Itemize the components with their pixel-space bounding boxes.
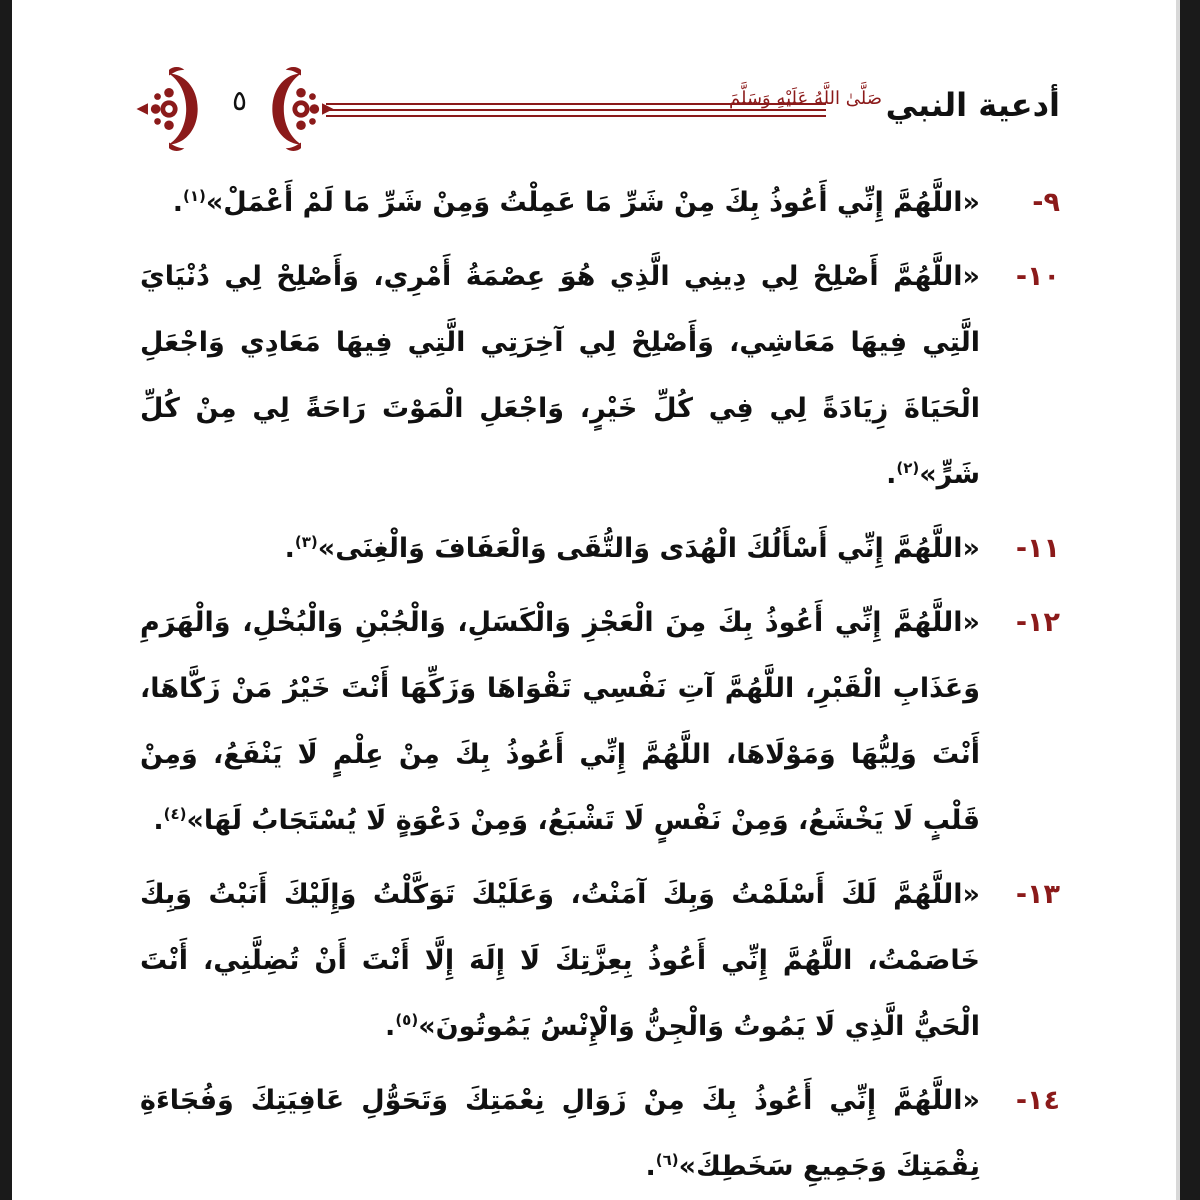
supplication-entry: ١٤- «اللَّهُمَّ إِنِّي أَعُوذُ بِكَ مِنْ زَوَالِ نِعْمَتِكَ وَتَحَوُّلِ عَافِيَتِكَ وَفُجَاءَةِ نِقْمَتِكَ وَجَمِيعِ سَخَطِكَ»$^{(٦)}$. — [140, 1068, 1060, 1200]
supplication-list — [140, 170, 1060, 1200]
supplication-entry: ٩- «اللَّهُمَّ إِنِّي أَعُوذُ بِكَ مِنْ شَرِّ مَا عَمِلْتُ وَمِنْ شَرِّ مَا لَمْ أَعْمَلْ»$^{(١)}$. — [140, 170, 1060, 236]
page-header — [130, 62, 1060, 162]
entry-text: «اللَّهُمَّ إِنِّي أَعُوذُ بِكَ مِنْ شَرِّ مَا عَمِلْتُ وَمِنْ شَرِّ مَا لَمْ أَعْمَلْ» — [205, 187, 980, 218]
entry-number: ١١- — [1015, 533, 1060, 564]
left-page-edge — [0, 0, 12, 1200]
floral-ornament-left-icon — [130, 66, 208, 152]
supplication-entry: ١١- «اللَّهُمَّ إِنِّي أَسْأَلُكَ الْهُدَى وَالتُّقَى وَالْعَفَافَ وَالْغِنَى»$^{(٣)}$. — [140, 516, 1060, 582]
footnote-marker: (٦) — [655, 1151, 679, 1169]
entry-text: «اللَّهُمَّ إِنِّي أَعُوذُ بِكَ مِنَ الْعَجْزِ وَالْكَسَلِ، وَالْجُبْنِ وَالْبُخْلِ، وَالْهَرَمِ وَعَذَابِ الْقَبْرِ، اللَّهُمَّ آتِ نَفْسِي تَقْوَاهَا وَزَكِّهَا أَنْتَ خَيْرُ مَنْ زَكَّاهَا، أَنْتَ وَلِيُّهَا وَمَوْلَاهَا، اللَّهُمَّ إِنِّي أَعُوذُ بِكَ مِنْ عِلْمٍ لَا يَنْفَعُ، وَمِنْ قَلْبٍ لَا يَخْشَعُ، وَمِنْ نَفْسٍ لَا تَشْبَعُ، وَمِنْ دَعْوَةٍ لَا يُسْتَجَابُ لَهَا» — [140, 607, 980, 836]
footnote-marker: (١) — [182, 187, 206, 205]
supplication-entry: ١٠- «اللَّهُمَّ أَصْلِحْ لِي دِينِي الَّذِي هُوَ عِصْمَةُ أَمْرِي، وَأَصْلِحْ لِي دُنْيَايَ الَّتِي فِيهَا مَعَاشِي، وَأَصْلِحْ لِي آخِرَتِي الَّتِي فِيهَا مَعَادِي وَاجْعَلِ الْحَيَاةَ زِيَادَةً لِي فِي كُلِّ خَيْرٍ، وَاجْعَلِ الْمَوْتَ رَاحَةً لِي مِنْ كُلِّ شَرٍّ»$^{(٢)}$. — [140, 244, 1060, 508]
entry-number: ١٣- — [1015, 879, 1060, 910]
entry-text: «اللَّهُمَّ إِنِّي أَعُوذُ بِكَ مِنْ زَوَالِ نِعْمَتِكَ وَتَحَوُّلِ عَافِيَتِكَ وَفُجَاءَةِ نِقْمَتِكَ وَجَمِيعِ سَخَطِكَ» — [140, 1085, 980, 1182]
footnote-marker: (٣) — [294, 533, 318, 551]
entry-text: «اللَّهُمَّ لَكَ أَسْلَمْتُ وَبِكَ آمَنْتُ، وَعَلَيْكَ تَوَكَّلْتُ وَإِلَيْكَ أَنَبْتُ وَبِكَ خَاصَمْتُ، اللَّهُمَّ إِنِّي أَعُوذُ بِعِزَّتِكَ لَا إِلَهَ إِلَّا أَنْتَ أَنْ تُضِلَّنِي، أَنْتَ الْحَيُّ الَّذِي لَا يَمُوتُ وَالْجِنُّ وَالْإِنْسُ يَمُوتُونَ» — [140, 879, 980, 1042]
page-number: ٥ — [232, 84, 248, 117]
header-rule — [326, 115, 826, 117]
entry-number: ١٤- — [1015, 1085, 1060, 1116]
footnote-marker: (٤) — [163, 805, 187, 823]
honorific-calligraphy: صَلَّىٰ اللَّهُ عَلَيْهِ وَسَلَّمَ — [729, 88, 882, 109]
right-page-edge — [1180, 0, 1200, 1200]
entry-number: ٩- — [1032, 187, 1060, 218]
entry-number: ١٠- — [1015, 261, 1060, 292]
page-title: أدعية النبي — [885, 86, 1060, 124]
footnote-marker: (٢) — [896, 459, 920, 477]
entry-text: «اللَّهُمَّ أَصْلِحْ لِي دِينِي الَّذِي هُوَ عِصْمَةُ أَمْرِي، وَأَصْلِحْ لِي دُنْيَايَ الَّتِي فِيهَا مَعَاشِي، وَأَصْلِحْ لِي آخِرَتِي الَّتِي فِيهَا مَعَادِي وَاجْعَلِ الْحَيَاةَ زِيَادَةً لِي فِي كُلِّ خَيْرٍ، وَاجْعَلِ الْمَوْتَ رَاحَةً لِي مِنْ كُلِّ شَرٍّ» — [140, 261, 980, 490]
supplication-entry: ١٣- «اللَّهُمَّ لَكَ أَسْلَمْتُ وَبِكَ آمَنْتُ، وَعَلَيْكَ تَوَكَّلْتُ وَإِلَيْكَ أَنَبْتُ وَبِكَ خَاصَمْتُ، اللَّهُمَّ إِنِّي أَعُوذُ بِعِزَّتِكَ لَا إِلَهَ إِلَّا أَنْتَ أَنْ تُضِلَّنِي، أَنْتَ الْحَيُّ الَّذِي لَا يَمُوتُ وَالْجِنُّ وَالْإِنْسُ يَمُوتُونَ»$^{(٥)}$. — [140, 862, 1060, 1060]
supplication-entry: ١٢- «اللَّهُمَّ إِنِّي أَعُوذُ بِكَ مِنَ الْعَجْزِ وَالْكَسَلِ، وَالْجُبْنِ وَالْبُخْلِ، وَالْهَرَمِ وَعَذَابِ الْقَبْرِ، اللَّهُمَّ آتِ نَفْسِي تَقْوَاهَا وَزَكِّهَا أَنْتَ خَيْرُ مَنْ زَكَّاهَا، أَنْتَ وَلِيُّهَا وَمَوْلَاهَا، اللَّهُمَّ إِنِّي أَعُوذُ بِكَ مِنْ عِلْمٍ لَا يَنْفَعُ، وَمِنْ قَلْبٍ لَا يَخْشَعُ، وَمِنْ نَفْسٍ لَا تَشْبَعُ، وَمِنْ دَعْوَةٍ لَا يُسْتَجَابُ لَهَا»$^{(٤)}$. — [140, 590, 1060, 854]
entry-text: «اللَّهُمَّ إِنِّي أَسْأَلُكَ الْهُدَى وَالتُّقَى وَالْعَفَافَ وَالْغِنَى» — [317, 533, 980, 564]
entry-number: ١٢- — [1015, 607, 1060, 638]
footnote-marker: (٥) — [395, 1011, 419, 1029]
header-rule — [326, 109, 826, 111]
